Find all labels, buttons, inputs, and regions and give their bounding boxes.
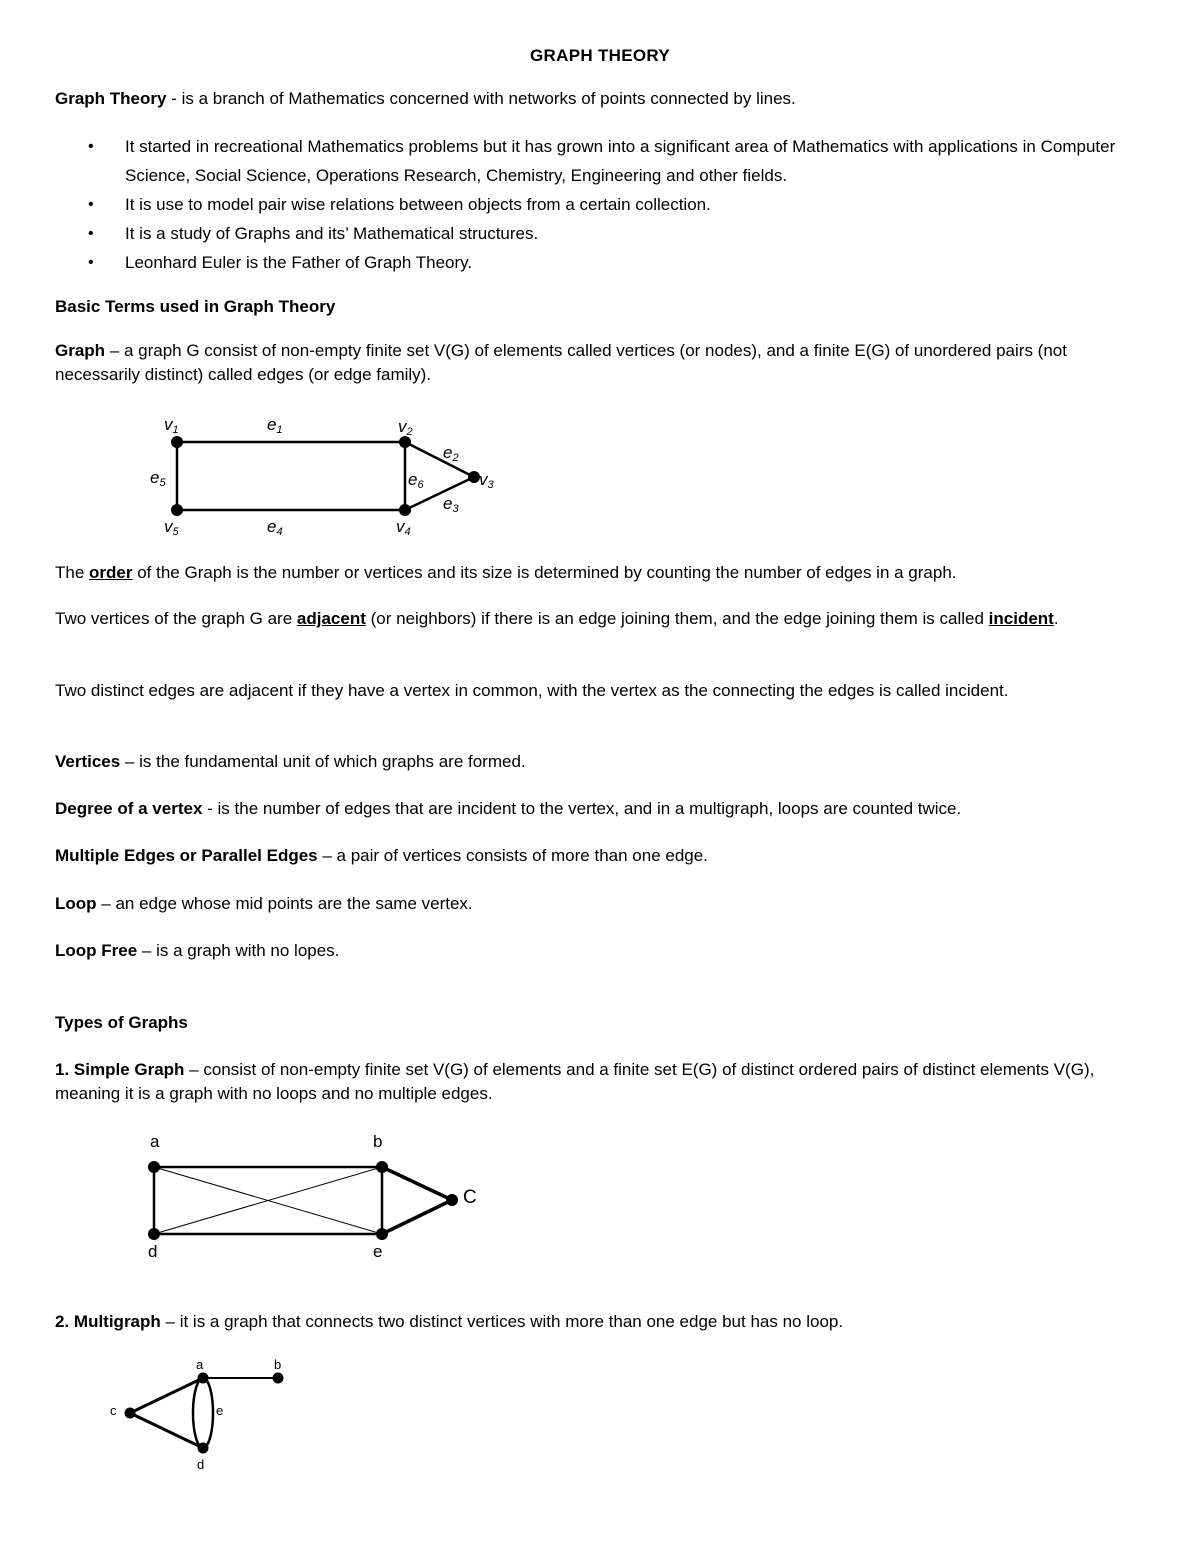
- label-e3: e3: [443, 494, 459, 515]
- vertex-e: [376, 1228, 388, 1240]
- intro-bullet-list: [55, 132, 1145, 277]
- intro-text: - is a branch of Mathematics concerned with networks of points connected by lines.: [166, 89, 796, 108]
- bullet-icon: •: [88, 225, 94, 242]
- distinct-edges-paragraph: Two distinct edges are adjacent if they have a vertex in common, with the vertex as the connecting the edges is called incident.: [55, 681, 1009, 700]
- loop-definition: Loop – an edge whose mid points are the same vertex.: [55, 894, 473, 913]
- multigraph-definition: 2. Multigraph – it is a graph that connects two distinct vertices with more than one edge but has no loop.: [55, 1312, 844, 1331]
- multigraph-figure: [100, 1355, 310, 1475]
- label-d: d: [148, 1242, 158, 1261]
- intro-term: Graph Theory: [55, 89, 167, 108]
- vertex-d: [198, 1443, 209, 1454]
- vertices-definition: Vertices – is the fundamental unit of which graphs are formed.: [55, 752, 526, 771]
- list-item: • It started in recreational Mathematics problems but it has grown into a significant area of Mathematics with applications in Computer Science, Social Science, Operations Research, Chemistry, Engineering and other fields.: [55, 132, 1145, 190]
- list-item: • It is use to model pair wise relations between objects from a certain collection.: [55, 190, 1145, 219]
- vertex-b: [273, 1373, 284, 1384]
- label-c: c: [110, 1403, 117, 1418]
- label-e4: e4: [267, 517, 283, 538]
- graph-figure-1: [140, 405, 520, 555]
- list-item: • It is a study of Graphs and its’ Mathematical structures.: [55, 219, 1145, 248]
- types-heading: Types of Graphs: [55, 1013, 188, 1032]
- vertex-a: [148, 1161, 160, 1173]
- order-paragraph: The order of the Graph is the number or vertices and its size is determined by counting the number of edges in a graph.: [55, 563, 957, 582]
- graph-definition: Graph – a graph G consist of non-empty finite set V(G) of elements called vertices (or nodes), and a finite E(G) of unordered pairs (not necessarily distinct) called edges (or edge family).: [55, 341, 1067, 384]
- label-b: b: [274, 1357, 282, 1372]
- vertex-a: [198, 1373, 209, 1384]
- simple-graph-figure: [130, 1125, 490, 1265]
- label-v2: v2: [398, 417, 413, 438]
- page-title: GRAPH THEORY: [530, 46, 670, 65]
- vertex-b: [376, 1161, 388, 1173]
- degree-definition: Degree of a vertex - is the number of edges that are incident to the vertex, and in a multigraph, loops are counted twice.: [55, 799, 962, 818]
- label-e1: e1: [267, 415, 283, 436]
- label-a: a: [196, 1357, 204, 1372]
- bullet-icon: •: [88, 254, 94, 271]
- multiple-edges-definition: Multiple Edges or Parallel Edges – a pair of vertices consists of more than one edge.: [55, 846, 708, 865]
- simple-graph-definition: 1. Simple Graph – consist of non-empty finite set V(G) of elements and a finite set E(G) of distinct ordered pairs of distinct elements V(G), meaning it is a graph with no loops and no multiple edges.: [55, 1060, 1095, 1103]
- label-c: C: [463, 1187, 477, 1208]
- label-v1: v1: [164, 415, 179, 436]
- vertex-c: [125, 1408, 136, 1419]
- bullet-icon: •: [88, 138, 94, 155]
- label-e5: e5: [150, 468, 166, 489]
- vertex-v5: [171, 504, 183, 516]
- vertex-v1: [171, 436, 183, 448]
- vertex-c: [446, 1194, 458, 1206]
- label-e6: e6: [408, 470, 424, 491]
- label-v4: v4: [396, 517, 411, 538]
- intro-paragraph: [55, 87, 1145, 111]
- label-e: e: [216, 1403, 224, 1418]
- label-e: e: [373, 1242, 383, 1261]
- label-v3: v3: [479, 470, 494, 491]
- adjacent-paragraph: Two vertices of the graph G are adjacent (or neighbors) if there is an edge joining them, and the edge joining them is called incident.: [55, 609, 1059, 628]
- label-v5: v5: [164, 517, 179, 538]
- label-d: d: [197, 1457, 205, 1472]
- label-b: b: [373, 1132, 383, 1151]
- label-e2: e2: [443, 443, 459, 464]
- label-a: a: [150, 1132, 160, 1151]
- loop-free-definition: Loop Free – is a graph with no lopes.: [55, 941, 340, 960]
- list-item: • Leonhard Euler is the Father of Graph Theory.: [55, 248, 1145, 277]
- bullet-icon: •: [88, 196, 94, 213]
- vertex-v4: [399, 504, 411, 516]
- basic-terms-heading: Basic Terms used in Graph Theory: [55, 297, 336, 316]
- vertex-d: [148, 1228, 160, 1240]
